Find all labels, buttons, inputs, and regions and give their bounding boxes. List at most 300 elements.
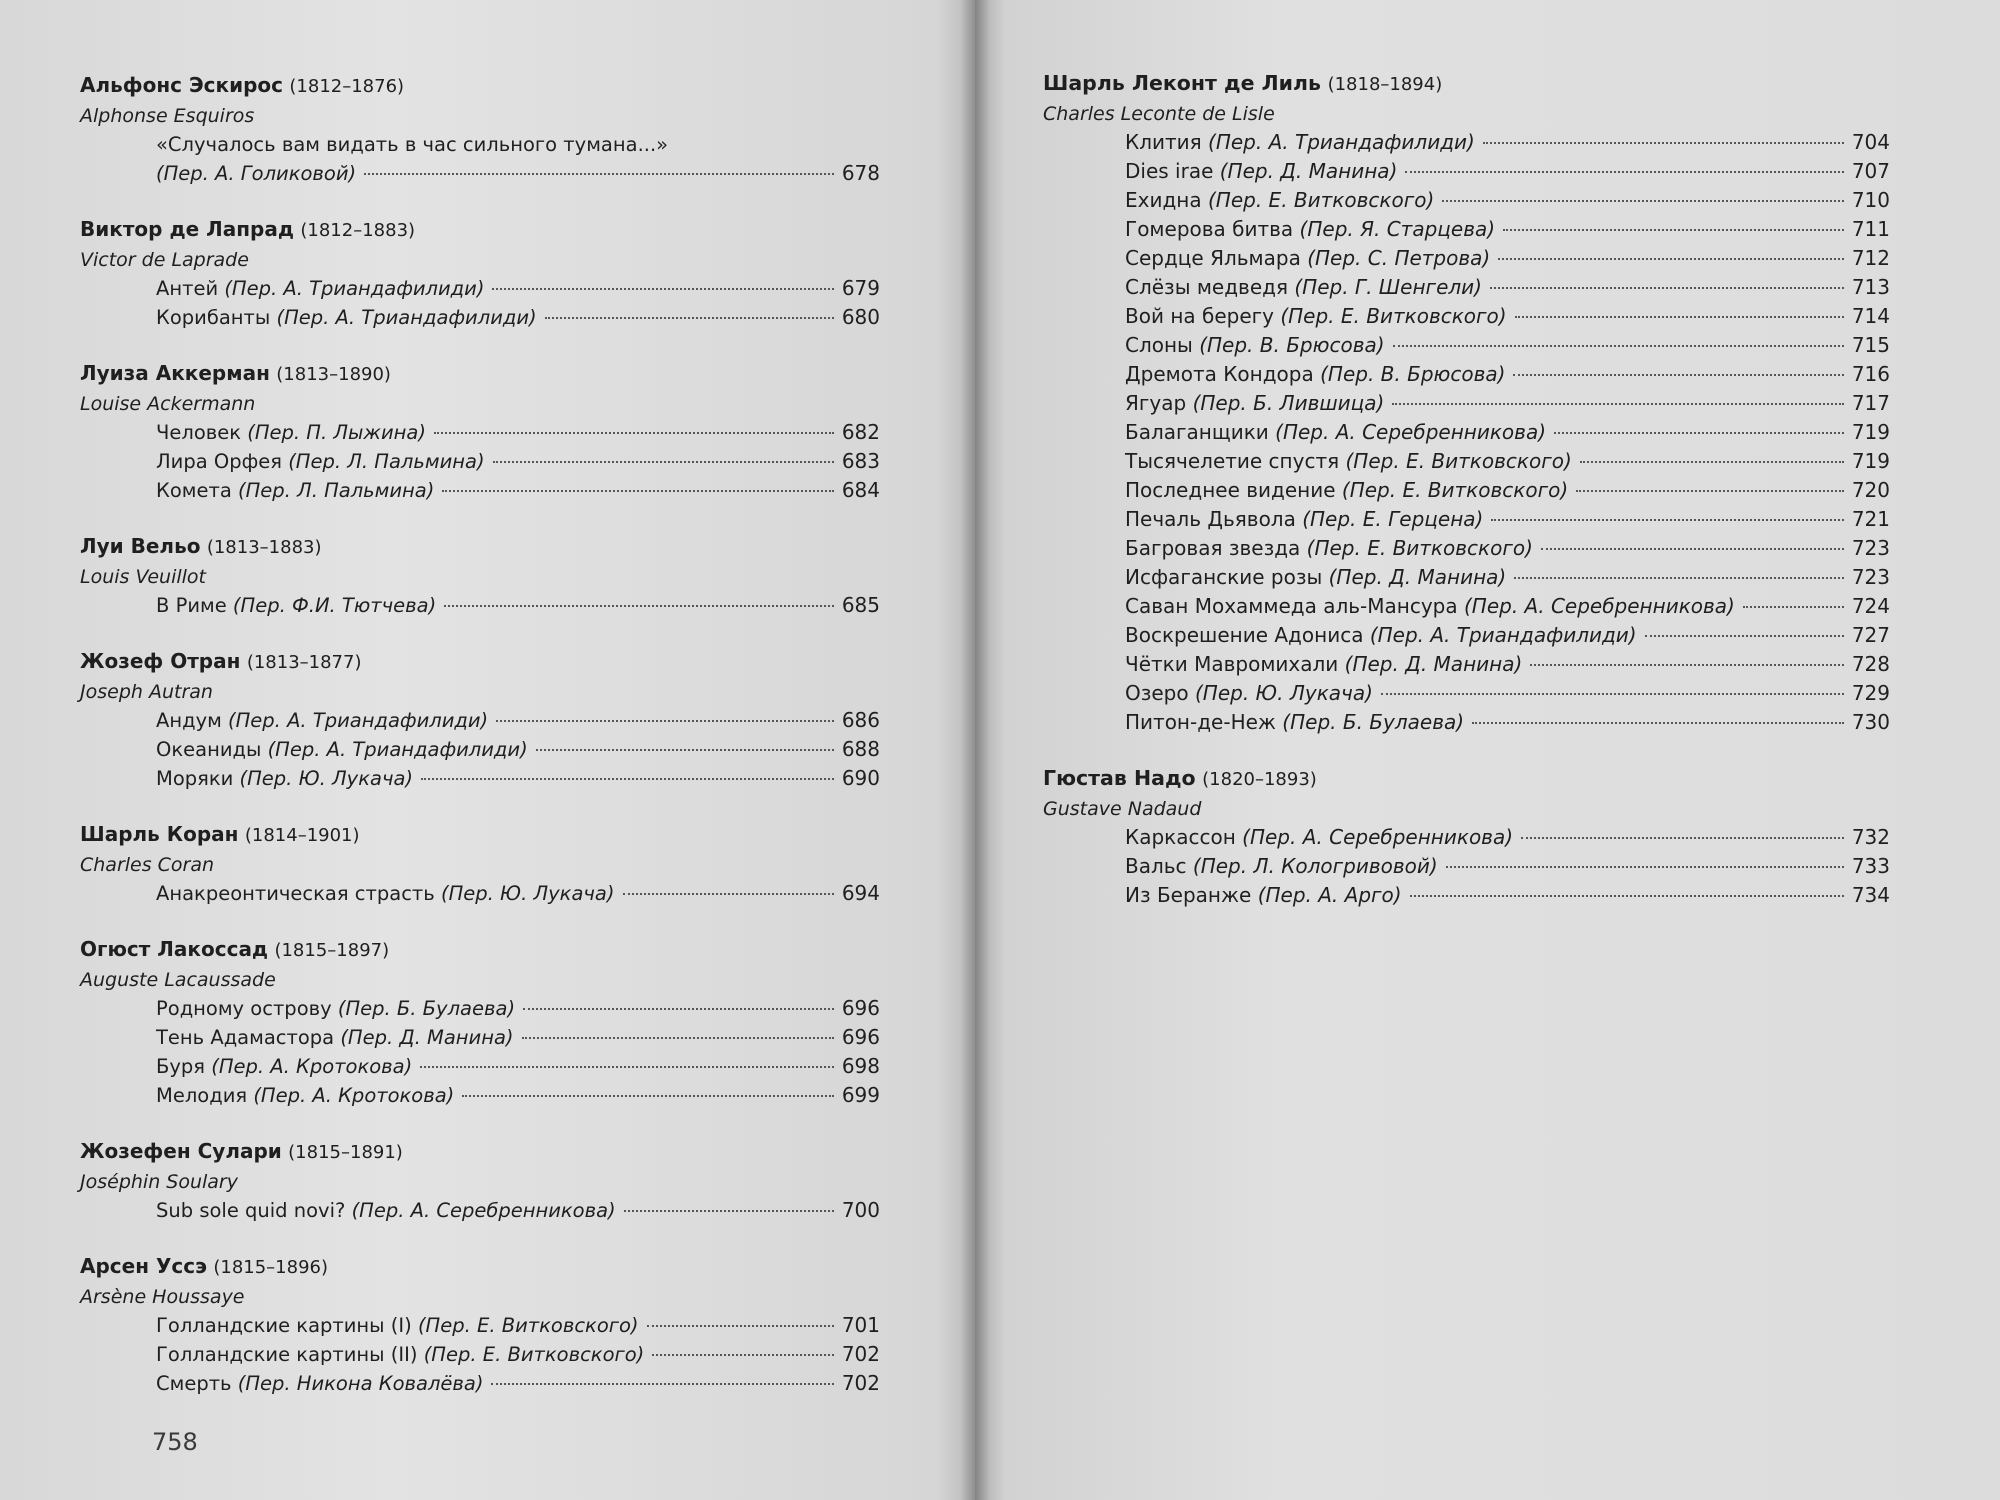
entry-title-group <box>156 879 615 908</box>
dot-leader <box>491 1383 833 1385</box>
dot-leader <box>1490 287 1844 289</box>
entry-title-group <box>1125 389 1384 418</box>
entry-title-group <box>1125 592 1735 621</box>
entry-translator: (Пер. А. Серебренникова) <box>1242 825 1514 849</box>
author-name: Луи Вельо <box>80 534 201 558</box>
entry-title: Голландские картины (II) <box>156 1343 418 1366</box>
toc-entry <box>156 706 880 735</box>
author-years: (1820–1893) <box>1202 769 1317 790</box>
toc-left-column <box>80 70 880 1398</box>
toc-entry <box>1125 852 1890 881</box>
author-block <box>80 1251 880 1398</box>
entry-title: Каркассон <box>1125 825 1236 849</box>
dot-leader <box>522 1037 834 1039</box>
dot-leader <box>1446 866 1844 868</box>
author-years: (1814–1901) <box>244 825 360 846</box>
entry-page-number: 701 <box>841 1313 880 1337</box>
entry-title-group <box>1125 418 1546 447</box>
entry-page-number: 702 <box>841 1342 880 1366</box>
dot-leader <box>1554 432 1844 434</box>
author-name: Луиза Аккерман <box>80 361 270 385</box>
entry-title: Сердце Яльмара <box>1125 246 1301 270</box>
dot-leader <box>1541 548 1844 550</box>
entry-title: Чётки Мавромихали <box>1125 652 1339 676</box>
toc-entry <box>1125 186 1890 215</box>
entry-title-group <box>1125 563 1506 592</box>
entry-title: Печаль Дьявола <box>1125 507 1296 531</box>
entry-page-number: 732 <box>1851 825 1890 849</box>
toc-entry <box>156 1311 880 1340</box>
dot-leader <box>1410 895 1844 897</box>
entry-translator: (Пер. Д. Манина) <box>1328 565 1507 589</box>
entry-translator: (Пер. Б. Булаева) <box>337 997 516 1020</box>
dot-leader <box>496 720 834 722</box>
entry-page-number: 698 <box>841 1054 880 1078</box>
author-years: (1815–1891) <box>288 1142 403 1163</box>
entry-title-group <box>1125 157 1397 186</box>
entry-translator: (Пер. Е. Витковского) <box>417 1314 639 1337</box>
entry-title-group <box>1125 331 1385 360</box>
dot-leader <box>1514 577 1844 579</box>
entry-title-group <box>156 274 484 303</box>
entry-title-group <box>1125 302 1507 331</box>
entry-title-group <box>1125 505 1483 534</box>
toc-entry <box>1125 215 1890 244</box>
toc-entry <box>1125 476 1890 505</box>
left-page <box>0 0 975 1500</box>
dot-leader <box>1513 374 1843 376</box>
entry-list <box>80 1311 880 1398</box>
toc-entry <box>1125 447 1890 476</box>
entry-title: Исфаганские розы <box>1125 565 1323 589</box>
entry-translator: (Пер. Д. Манина) <box>1219 159 1398 183</box>
entry-title-group <box>1125 273 1482 302</box>
dot-leader <box>1515 316 1844 318</box>
entry-title: Ягуар <box>1125 391 1187 415</box>
entry-list <box>80 591 880 620</box>
entry-title-group <box>1125 823 1513 852</box>
toc-entry <box>156 447 880 476</box>
entry-translator: (Пер. А. Кротокова) <box>253 1084 455 1107</box>
entry-title-group <box>1125 881 1402 910</box>
entry-page-number: 690 <box>841 766 880 790</box>
author-block <box>80 1136 880 1225</box>
author-original-name: Alphonse Esquiros <box>80 105 255 127</box>
entry-title: Питон-де-Неж <box>1125 710 1276 734</box>
entry-title-group <box>156 476 434 505</box>
entry-page-number: 719 <box>1851 449 1890 473</box>
toc-entry <box>1125 360 1890 389</box>
entry-title: Слоны <box>1125 333 1193 357</box>
entry-title: Смерть <box>156 1372 232 1395</box>
entry-page-number: 678 <box>841 161 880 185</box>
entry-page-number: 720 <box>1851 478 1890 502</box>
entry-page-number: 713 <box>1851 275 1890 299</box>
toc-entry <box>156 994 880 1023</box>
entry-list <box>80 418 880 505</box>
author-heading <box>80 819 880 851</box>
entry-title: Багровая звезда <box>1125 536 1301 560</box>
entry-page-number: 704 <box>1851 130 1890 154</box>
author-years: (1815–1897) <box>274 940 390 961</box>
author-block <box>80 70 880 188</box>
author-original-name: Joséphin Soulary <box>80 1171 238 1193</box>
author-original-name: Louise Ackermann <box>80 393 256 415</box>
entry-translator: (Пер. А. Серебренникова) <box>1463 594 1735 618</box>
dot-leader <box>493 461 834 463</box>
entry-page-number: 727 <box>1851 623 1890 647</box>
entry-title: Воскрешение Адониса <box>1125 623 1364 647</box>
toc-entry <box>1125 331 1890 360</box>
book-gutter <box>960 0 990 1500</box>
dot-leader <box>1503 229 1844 231</box>
entry-list <box>80 706 880 793</box>
entry-title-group <box>1125 447 1572 476</box>
entry-page-number: 694 <box>841 881 880 905</box>
author-name: Арсен Уссэ <box>80 1254 207 1278</box>
dot-leader <box>1580 461 1844 463</box>
toc-entry <box>1125 128 1890 157</box>
entry-page-number: 685 <box>841 593 880 617</box>
toc-entry <box>156 764 880 793</box>
entry-translator: (Пер. Д. Манина) <box>340 1026 514 1049</box>
dot-leader <box>442 490 833 492</box>
entry-translator: (Пер. Никона Ковалёва) <box>237 1372 484 1395</box>
toc-entry <box>1125 650 1890 679</box>
toc-entry <box>1125 157 1890 186</box>
entry-translator: (Пер. Ф.И. Тютчева) <box>232 594 437 617</box>
entry-translator: (Пер. А. Голиковой) <box>156 162 357 185</box>
toc-entry <box>156 591 880 620</box>
entry-translator: (Пер. Е. Витковского) <box>1280 304 1507 328</box>
author-years: (1813–1890) <box>276 364 391 385</box>
entry-translator: (Пер. Е. Витковского) <box>1208 188 1435 212</box>
author-block <box>80 819 880 908</box>
toc-entry <box>156 1196 880 1225</box>
entry-title-group <box>156 159 356 188</box>
entry-title: Дремота Кондора <box>1125 362 1314 386</box>
entry-list <box>80 130 880 188</box>
entry-translator: (Пер. Я. Старцева) <box>1299 217 1496 241</box>
entry-title: Балаганщики <box>1125 420 1269 444</box>
entry-translator: (Пер. Ю. Лукача) <box>1194 681 1373 705</box>
entry-translator: (Пер. А. Триандафилиди) <box>228 709 489 732</box>
dot-leader <box>1491 519 1843 521</box>
author-years: (1813–1877) <box>246 652 362 673</box>
dot-leader <box>421 778 834 780</box>
entry-title-group <box>156 447 485 476</box>
dot-leader <box>444 605 834 607</box>
author-block <box>1043 68 1890 737</box>
right-page <box>975 0 2000 1500</box>
entry-title-group <box>1125 650 1522 679</box>
entry-page-number: 710 <box>1851 188 1890 212</box>
author-block <box>80 531 880 620</box>
dot-leader <box>492 288 833 290</box>
author-original-name: Auguste Lacaussade <box>80 969 276 991</box>
toc-entry <box>1125 302 1890 331</box>
entry-title-group <box>156 764 413 793</box>
entry-page-number: 696 <box>841 996 880 1020</box>
entry-page-number: 723 <box>1851 565 1890 589</box>
entry-list <box>1043 128 1890 737</box>
toc-entry <box>1125 708 1890 737</box>
entry-title-group <box>156 994 515 1023</box>
author-heading <box>80 1251 880 1283</box>
entry-title: Буря <box>156 1055 206 1078</box>
entry-title-group <box>1125 852 1438 881</box>
entry-translator: (Пер. Ю. Лукача) <box>440 882 615 905</box>
entry-translator: (Пер. А. Серебренникова) <box>1275 420 1547 444</box>
entry-page-number: 734 <box>1851 883 1890 907</box>
toc-entry <box>1125 592 1890 621</box>
entry-title-group <box>1125 244 1490 273</box>
author-name: Шарль Коран <box>80 822 239 846</box>
entry-title: Комета <box>156 479 232 502</box>
entry-page-number: 699 <box>841 1083 880 1107</box>
entry-title: Клития <box>1125 130 1202 154</box>
toc-entry <box>156 1081 880 1110</box>
author-name: Огюст Лакоссад <box>80 937 269 961</box>
toc-right-column <box>1043 68 1890 910</box>
dot-leader <box>1442 200 1844 202</box>
entry-title: Dies irae <box>1125 159 1214 183</box>
author-original-name: Victor de Laprade <box>80 249 249 271</box>
toc-entry <box>156 1023 880 1052</box>
author-name: Альфонс Эскирос <box>80 73 284 97</box>
entry-title-group <box>1125 708 1464 737</box>
entry-title: Родному острову <box>156 997 332 1020</box>
entry-title: Мелодия <box>156 1084 248 1107</box>
author-block <box>80 214 880 332</box>
toc-entry <box>156 735 880 764</box>
entry-page-number: 721 <box>1851 507 1890 531</box>
entry-translator: (Пер. Л. Пальмина) <box>238 479 435 502</box>
entry-title: Гомерова битва <box>1125 217 1294 241</box>
dot-leader <box>545 317 834 319</box>
entry-list <box>1043 823 1890 910</box>
entry-title-group <box>156 303 537 332</box>
author-years: (1812–1876) <box>289 76 405 97</box>
entry-translator: (Пер. Е. Витковского) <box>1341 478 1569 502</box>
dot-leader <box>624 1210 834 1212</box>
toc-entry <box>1125 881 1890 910</box>
entry-page-number: 728 <box>1851 652 1890 676</box>
entry-page-number: 733 <box>1851 854 1890 878</box>
dot-leader <box>647 1325 834 1327</box>
entry-list <box>80 1196 880 1225</box>
author-original-name: Joseph Autran <box>80 681 213 703</box>
entry-title: Последнее видение <box>1125 478 1336 502</box>
author-original-name: Gustave Nadaud <box>1043 798 1202 820</box>
entry-translator: (Пер. Л. Кологривовой) <box>1192 854 1438 878</box>
entry-title-group <box>1125 476 1568 505</box>
author-years: (1815–1896) <box>213 1257 329 1278</box>
toc-entry <box>156 303 880 332</box>
entry-translator: (Пер. С. Петрова) <box>1307 246 1491 270</box>
toc-entry <box>1125 679 1890 708</box>
dot-leader <box>1498 258 1844 260</box>
entry-title: Вальс <box>1125 854 1187 878</box>
entry-translator: (Пер. В. Брюсова) <box>1320 362 1506 386</box>
entry-translator: (Пер. А. Триандафилиди) <box>1369 623 1637 647</box>
entry-page-number: 717 <box>1851 391 1890 415</box>
entry-title-group <box>156 1340 644 1369</box>
entry-translator: (Пер. Ю. Лукача) <box>239 767 414 790</box>
entry-title-group <box>156 1196 616 1225</box>
entry-translator: (Пер. А. Триандафилиди) <box>267 738 528 761</box>
dot-leader <box>1381 693 1844 695</box>
toc-entry <box>156 879 880 908</box>
entry-title: Из Беранже <box>1125 883 1252 907</box>
author-name: Жозефен Сулари <box>80 1139 282 1163</box>
entry-title-group <box>1125 621 1637 650</box>
entry-translator: (Пер. Б. Лившица) <box>1192 391 1385 415</box>
dot-leader <box>1576 490 1844 492</box>
entry-title-group <box>156 1052 412 1081</box>
entry-translator: (Пер. В. Брюсова) <box>1199 333 1385 357</box>
entry-title-group <box>156 1369 483 1398</box>
entry-page-number: 688 <box>841 737 880 761</box>
entry-title: «Случалось вам видать в час сильного тумана...» <box>156 133 669 156</box>
entry-list <box>80 274 880 332</box>
author-original-name: Charles Leconte de Lisle <box>1043 103 1275 125</box>
entry-title: Андум <box>156 709 222 732</box>
page-number: 758 <box>152 1428 198 1456</box>
author-heading <box>1043 68 1890 100</box>
dot-leader <box>623 893 834 895</box>
author-heading <box>80 646 880 678</box>
toc-entry <box>1125 823 1890 852</box>
entry-title-group <box>1125 534 1533 563</box>
entry-page-number: 723 <box>1851 536 1890 560</box>
toc-entry <box>1125 505 1890 534</box>
entry-page-number: 702 <box>841 1371 880 1395</box>
dot-leader <box>462 1095 834 1097</box>
entry-translator: (Пер. Б. Булаева) <box>1282 710 1465 734</box>
entry-title: Океаниды <box>156 738 262 761</box>
toc-entry-first-line <box>156 130 880 159</box>
author-years: (1818–1894) <box>1327 74 1443 95</box>
entry-page-number: 730 <box>1851 710 1890 734</box>
entry-title: Голландские картины (I) <box>156 1314 412 1337</box>
entry-translator: (Пер. Г. Шенгели) <box>1294 275 1482 299</box>
entry-translator: (Пер. А. Серебренникова) <box>351 1199 616 1222</box>
toc-entry <box>1125 244 1890 273</box>
author-years: (1813–1883) <box>206 537 322 558</box>
entry-title-group <box>156 591 436 620</box>
author-heading <box>80 358 880 390</box>
entry-translator: (Пер. Е. Витковского) <box>1306 536 1533 560</box>
entry-page-number: 711 <box>1851 217 1890 241</box>
entry-page-number: 724 <box>1851 594 1890 618</box>
entry-title: Тысячелетие спустя <box>1125 449 1340 473</box>
entry-list <box>80 994 880 1110</box>
entry-page-number: 696 <box>841 1025 880 1049</box>
toc-entry <box>156 1052 880 1081</box>
dot-leader <box>364 173 834 175</box>
entry-page-number: 712 <box>1851 246 1890 270</box>
dot-leader <box>1530 664 1844 666</box>
dot-leader <box>652 1354 834 1356</box>
entry-translator: (Пер. Е. Герцена) <box>1302 507 1484 531</box>
dot-leader <box>1472 722 1844 724</box>
entry-title-group <box>156 418 426 447</box>
entry-title-group <box>156 706 488 735</box>
toc-entry <box>1125 534 1890 563</box>
entry-title: Моряки <box>156 767 234 790</box>
entry-page-number: 684 <box>841 478 880 502</box>
entry-page-number: 715 <box>1851 333 1890 357</box>
author-name: Гюстав Надо <box>1043 766 1196 790</box>
entry-page-number: 680 <box>841 305 880 329</box>
dot-leader <box>1645 635 1844 637</box>
dot-leader <box>1405 171 1843 173</box>
entry-page-number: 714 <box>1851 304 1890 328</box>
toc-entry <box>156 418 880 447</box>
entry-title-group <box>156 735 528 764</box>
entry-translator: (Пер. А. Арго) <box>1257 883 1402 907</box>
entry-page-number: 686 <box>841 708 880 732</box>
dot-leader <box>420 1066 834 1068</box>
entry-translator: (Пер. Е. Витковского) <box>423 1343 645 1366</box>
dot-leader <box>1521 837 1844 839</box>
author-block <box>80 646 880 793</box>
entry-title: Человек <box>156 421 242 444</box>
author-heading <box>80 70 880 102</box>
dot-leader <box>536 749 834 751</box>
author-block <box>80 934 880 1110</box>
entry-title: В Риме <box>156 594 227 617</box>
author-heading <box>80 531 880 563</box>
dot-leader <box>1392 403 1843 405</box>
entry-title-group <box>156 1081 454 1110</box>
author-years: (1812–1883) <box>300 220 416 241</box>
author-name: Шарль Леконт де Лиль <box>1043 71 1322 95</box>
entry-title: Антей <box>156 277 219 300</box>
author-original-name: Arsène Houssaye <box>80 1286 245 1308</box>
entry-title: Слёзы медведя <box>1125 275 1289 299</box>
author-block <box>80 358 880 505</box>
entry-title: Лира Орфея <box>156 450 282 473</box>
toc-entry <box>156 1340 880 1369</box>
entry-title-group <box>1125 679 1373 708</box>
author-original-name: Louis Veuillot <box>80 566 206 588</box>
author-name: Жозеф Отран <box>80 649 241 673</box>
entry-page-number: 707 <box>1851 159 1890 183</box>
dot-leader <box>1743 606 1844 608</box>
entry-page-number: 729 <box>1851 681 1890 705</box>
toc-entry <box>156 159 880 188</box>
entry-title-group <box>1125 215 1495 244</box>
entry-title: Ехидна <box>1125 188 1202 212</box>
toc-entry <box>1125 621 1890 650</box>
author-heading <box>80 934 880 966</box>
author-heading <box>80 1136 880 1168</box>
entry-title-group <box>156 1311 639 1340</box>
toc-entry <box>1125 273 1890 302</box>
entry-translator: (Пер. Л. Пальмина) <box>288 450 485 473</box>
entry-title: Саван Мохаммеда аль-Мансура <box>1125 594 1458 618</box>
dot-leader <box>434 432 834 434</box>
entry-translator: (Пер. А. Триандафилиди) <box>1208 130 1475 154</box>
entry-page-number: 682 <box>841 420 880 444</box>
entry-translator: (Пер. А. Кротокова) <box>211 1055 413 1078</box>
entry-translator: (Пер. А. Триандафилиди) <box>224 277 485 300</box>
entry-title-group <box>156 1023 514 1052</box>
author-heading <box>1043 763 1890 795</box>
entry-title: Sub sole quid novi? <box>156 1199 346 1222</box>
